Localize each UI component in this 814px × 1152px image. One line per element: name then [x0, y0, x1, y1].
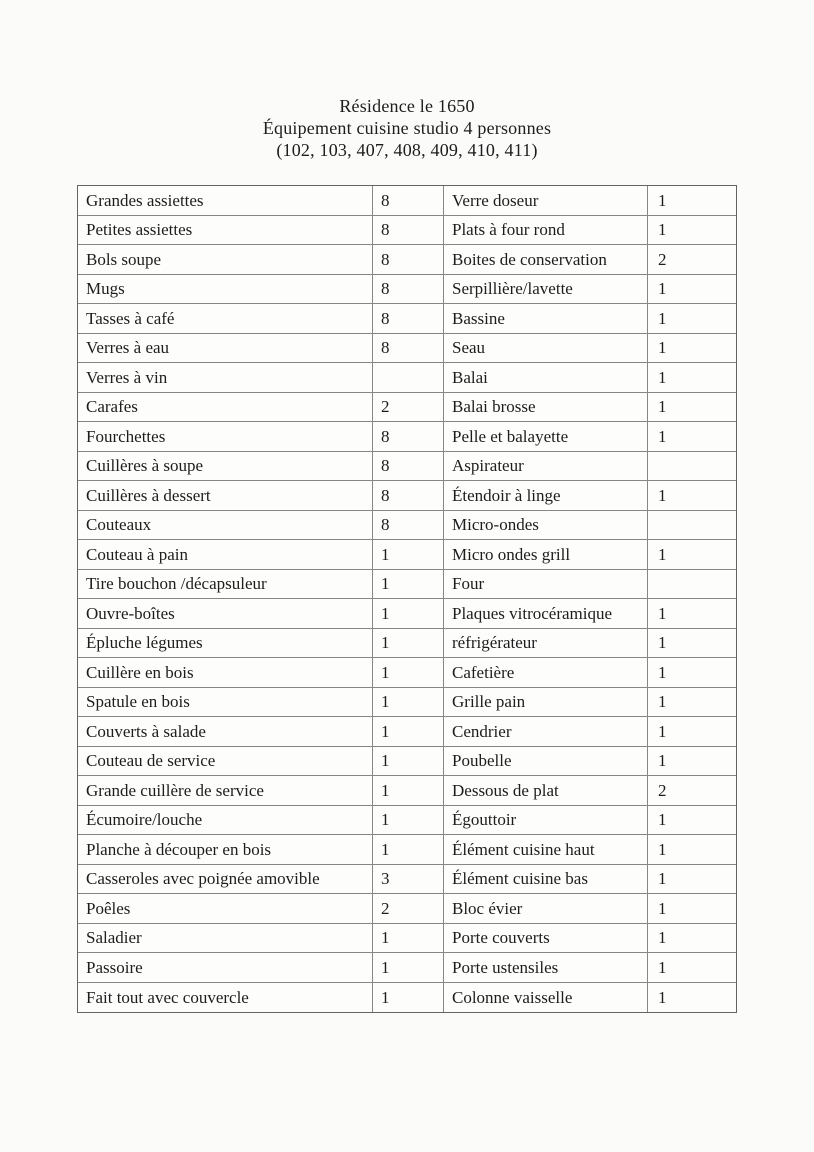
item-cell-left: Couteaux — [78, 511, 373, 541]
item-cell-right: Grille pain — [444, 688, 648, 718]
qty-cell-left: 1 — [373, 599, 444, 629]
item-cell-right: Colonne vaisselle — [444, 983, 648, 1013]
qty-cell-left: 1 — [373, 983, 444, 1013]
qty-cell-left: 3 — [373, 865, 444, 895]
qty-cell-left: 1 — [373, 717, 444, 747]
equipment-table — [77, 185, 737, 1013]
qty-cell-right: 1 — [648, 865, 736, 895]
qty-cell-right — [648, 511, 736, 541]
item-cell-right: Cendrier — [444, 717, 648, 747]
item-cell-left: Fait tout avec couvercle — [78, 983, 373, 1013]
qty-cell-right: 1 — [648, 393, 736, 423]
item-cell-right: Balai brosse — [444, 393, 648, 423]
qty-cell-right: 1 — [658, 987, 667, 1007]
item-cell-left: Écumoire/louche — [78, 806, 373, 836]
qty-cell-right: 1 — [648, 658, 736, 688]
qty-cell-right: 1 — [648, 422, 736, 452]
item-cell-right: Étendoir à linge — [444, 481, 648, 511]
item-cell-right: réfrigérateur — [444, 629, 648, 659]
qty-cell-left: 1 — [373, 806, 444, 836]
item-cell-left: Carafes — [78, 393, 373, 423]
qty-cell-right — [648, 452, 736, 482]
qty-cell-right: 1 — [648, 953, 736, 983]
item-cell-left: Poêles — [78, 894, 373, 924]
item-cell-left: Couteau à pain — [78, 540, 373, 570]
qty-cell-left: 1 — [373, 924, 444, 954]
item-cell-left: Saladier — [78, 924, 373, 954]
qty-cell-right: 1 — [648, 186, 736, 216]
qty-cell-left: 8 — [373, 186, 444, 216]
qty-cell-left: 1 — [373, 658, 444, 688]
qty-cell-left: 1 — [373, 776, 444, 806]
qty-cell-left — [373, 363, 444, 393]
qty-cell-left: 1 — [373, 540, 444, 570]
qty-cell-left: 2 — [373, 894, 444, 924]
item-cell-right: Boites de conservation — [444, 245, 648, 275]
item-cell-right: Égouttoir — [444, 806, 648, 836]
qty-cell-left: 8 — [373, 245, 444, 275]
item-cell-right: Plaques vitrocéramique — [444, 599, 648, 629]
item-cell-right: Balai — [444, 363, 648, 393]
item-cell-left: Cuillères à soupe — [78, 452, 373, 482]
qty-cell-left: 1 — [373, 570, 444, 600]
item-cell-left: Fourchettes — [78, 422, 373, 452]
qty-cell-right: 1 — [648, 275, 736, 305]
qty-cell-right: 1 — [648, 334, 736, 364]
qty-cell-right: 1 — [648, 216, 736, 246]
item-cell-right: Dessous de plat — [444, 776, 648, 806]
title-line-subtitle: Équipement cuisine studio 4 personnes — [262, 118, 552, 138]
qty-cell-right: 1 — [648, 599, 736, 629]
item-cell-left: Grande cuillère de service — [78, 776, 373, 806]
qty-cell-right: 2 — [648, 245, 736, 275]
item-cell-left: Ouvre-boîtes — [78, 599, 373, 629]
qty-cell-left: 8 — [373, 216, 444, 246]
qty-cell-right: 1 — [648, 924, 736, 954]
qty-cell-right: 1 — [648, 835, 736, 865]
item-cell-left: Grandes assiettes — [78, 186, 373, 216]
item-cell-right: Porte ustensiles — [444, 953, 648, 983]
item-cell-right: Aspirateur — [444, 452, 648, 482]
item-cell-left: Mugs — [78, 275, 373, 305]
item-cell-left: Planche à découper en bois — [78, 835, 373, 865]
qty-cell-right: 1 — [648, 540, 736, 570]
qty-cell-left: 8 — [373, 334, 444, 364]
item-cell-left: Cuillères à dessert — [78, 481, 373, 511]
qty-cell-right: 1 — [648, 304, 736, 334]
title-line-room-numbers: (102, 103, 407, 408, 409, 410, 411) — [276, 140, 538, 160]
item-cell-left: Tire bouchon /décapsuleur — [78, 570, 373, 600]
qty-cell-left: 2 — [373, 393, 444, 423]
qty-cell-right: 1 — [648, 747, 736, 777]
qty-cell-left: 8 — [373, 275, 444, 305]
item-cell-left: Cuillère en bois — [78, 658, 373, 688]
qty-cell-right: 1 — [648, 894, 736, 924]
item-cell-left: Casseroles avec poignée amovible — [78, 865, 373, 895]
qty-cell-right: 1 — [648, 688, 736, 718]
item-cell-left: Verres à eau — [78, 334, 373, 364]
qty-cell-right: 1 — [648, 363, 736, 393]
item-cell-right: Plats à four rond — [444, 216, 648, 246]
item-cell-right: Élément cuisine bas — [444, 865, 648, 895]
qty-cell-left: 1 — [373, 747, 444, 777]
qty-cell-right: 2 — [648, 776, 736, 806]
item-cell-right: Poubelle — [444, 747, 648, 777]
item-cell-left: Couteau de service — [78, 747, 373, 777]
item-cell-right: Bassine — [444, 304, 648, 334]
item-cell-left: Bols soupe — [78, 245, 373, 275]
qty-cell-left: 8 — [373, 511, 444, 541]
qty-cell-left: 1 — [373, 835, 444, 865]
item-cell-right: Seau — [444, 334, 648, 364]
item-cell-right: Élément cuisine haut — [444, 835, 648, 865]
item-cell-right: Cafetière — [444, 658, 648, 688]
item-cell-left: Épluche légumes — [78, 629, 373, 659]
document-title — [0, 95, 814, 161]
item-cell-right: Micro ondes grill — [444, 540, 648, 570]
item-cell-right: Micro-ondes — [444, 511, 648, 541]
qty-cell-left: 1 — [373, 688, 444, 718]
item-cell-right: Four — [444, 570, 648, 600]
item-cell-left: Verres à vin — [78, 363, 373, 393]
qty-cell-left: 1 — [373, 953, 444, 983]
item-cell-right: Porte couverts — [444, 924, 648, 954]
qty-cell-right: 1 — [648, 481, 736, 511]
item-cell-right: Bloc évier — [444, 894, 648, 924]
item-cell-left: Petites assiettes — [78, 216, 373, 246]
qty-cell-right: 1 — [648, 717, 736, 747]
item-cell-left: Spatule en bois — [78, 688, 373, 718]
title-line-residence: Résidence le 1650 — [339, 96, 475, 116]
qty-cell-right — [648, 570, 736, 600]
qty-cell-right: 1 — [648, 629, 736, 659]
item-cell-left: Passoire — [78, 953, 373, 983]
item-cell-right: Verre doseur — [444, 186, 648, 216]
qty-cell-right: 1 — [648, 806, 736, 836]
qty-cell-left: 8 — [373, 481, 444, 511]
qty-cell-left: 1 — [373, 629, 444, 659]
qty-cell-left: 8 — [373, 452, 444, 482]
item-cell-right: Pelle et balayette — [444, 422, 648, 452]
item-cell-left: Couverts à salade — [78, 717, 373, 747]
qty-cell-left: 8 — [373, 422, 444, 452]
item-cell-right: Serpillière/lavette — [444, 275, 648, 305]
qty-cell-left: 8 — [373, 304, 444, 334]
item-cell-left: Tasses à café — [78, 304, 373, 334]
